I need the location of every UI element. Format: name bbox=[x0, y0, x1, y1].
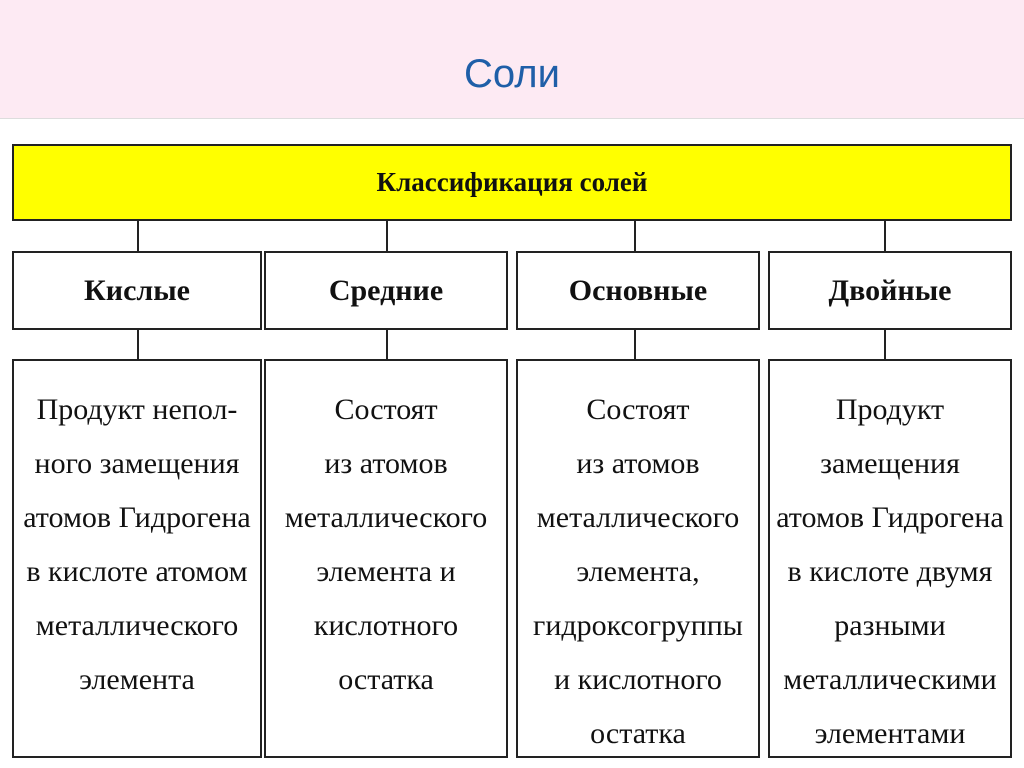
description-box-kislye bbox=[12, 359, 262, 758]
description-text: Состоят из атомов металлического элемента и кислотного остатка bbox=[284, 393, 488, 696]
category-label: Основные bbox=[568, 273, 708, 307]
description-box-srednie bbox=[264, 359, 508, 758]
root-label: Классификация солей bbox=[376, 167, 648, 197]
connector-line bbox=[884, 221, 886, 251]
category-box-osnovnye bbox=[516, 251, 760, 330]
connector-line bbox=[137, 221, 139, 251]
category-label: Кислые bbox=[84, 273, 190, 307]
connector-line bbox=[386, 221, 388, 251]
root-box bbox=[12, 144, 1012, 221]
category-box-kislye bbox=[12, 251, 262, 330]
connector-line bbox=[884, 330, 886, 359]
classification-diagram bbox=[0, 118, 1024, 768]
slide-title: Соли bbox=[464, 52, 560, 96]
description-box-dvoynye bbox=[768, 359, 1012, 758]
connector-line bbox=[634, 221, 636, 251]
category-label: Средние bbox=[328, 273, 444, 307]
category-label: Двойные bbox=[828, 273, 952, 307]
category-box-srednie bbox=[264, 251, 508, 330]
category-box-dvoynye bbox=[768, 251, 1012, 330]
connector-line bbox=[137, 330, 139, 359]
connector-line bbox=[386, 330, 388, 359]
description-text: Продукт замещения атомов Гидрогена в кислоте двумя разными металлическими элементами bbox=[776, 393, 1004, 750]
description-text: Продукт непол- ного замещения атомов Гидрогена в кислоте атомом металлического элемента bbox=[23, 393, 251, 696]
description-text: Состоят из атомов металлического элемента, гидроксогруппы и кислотного остатка bbox=[533, 393, 743, 750]
connector-line bbox=[634, 330, 636, 359]
description-box-osnovnye bbox=[516, 359, 760, 758]
